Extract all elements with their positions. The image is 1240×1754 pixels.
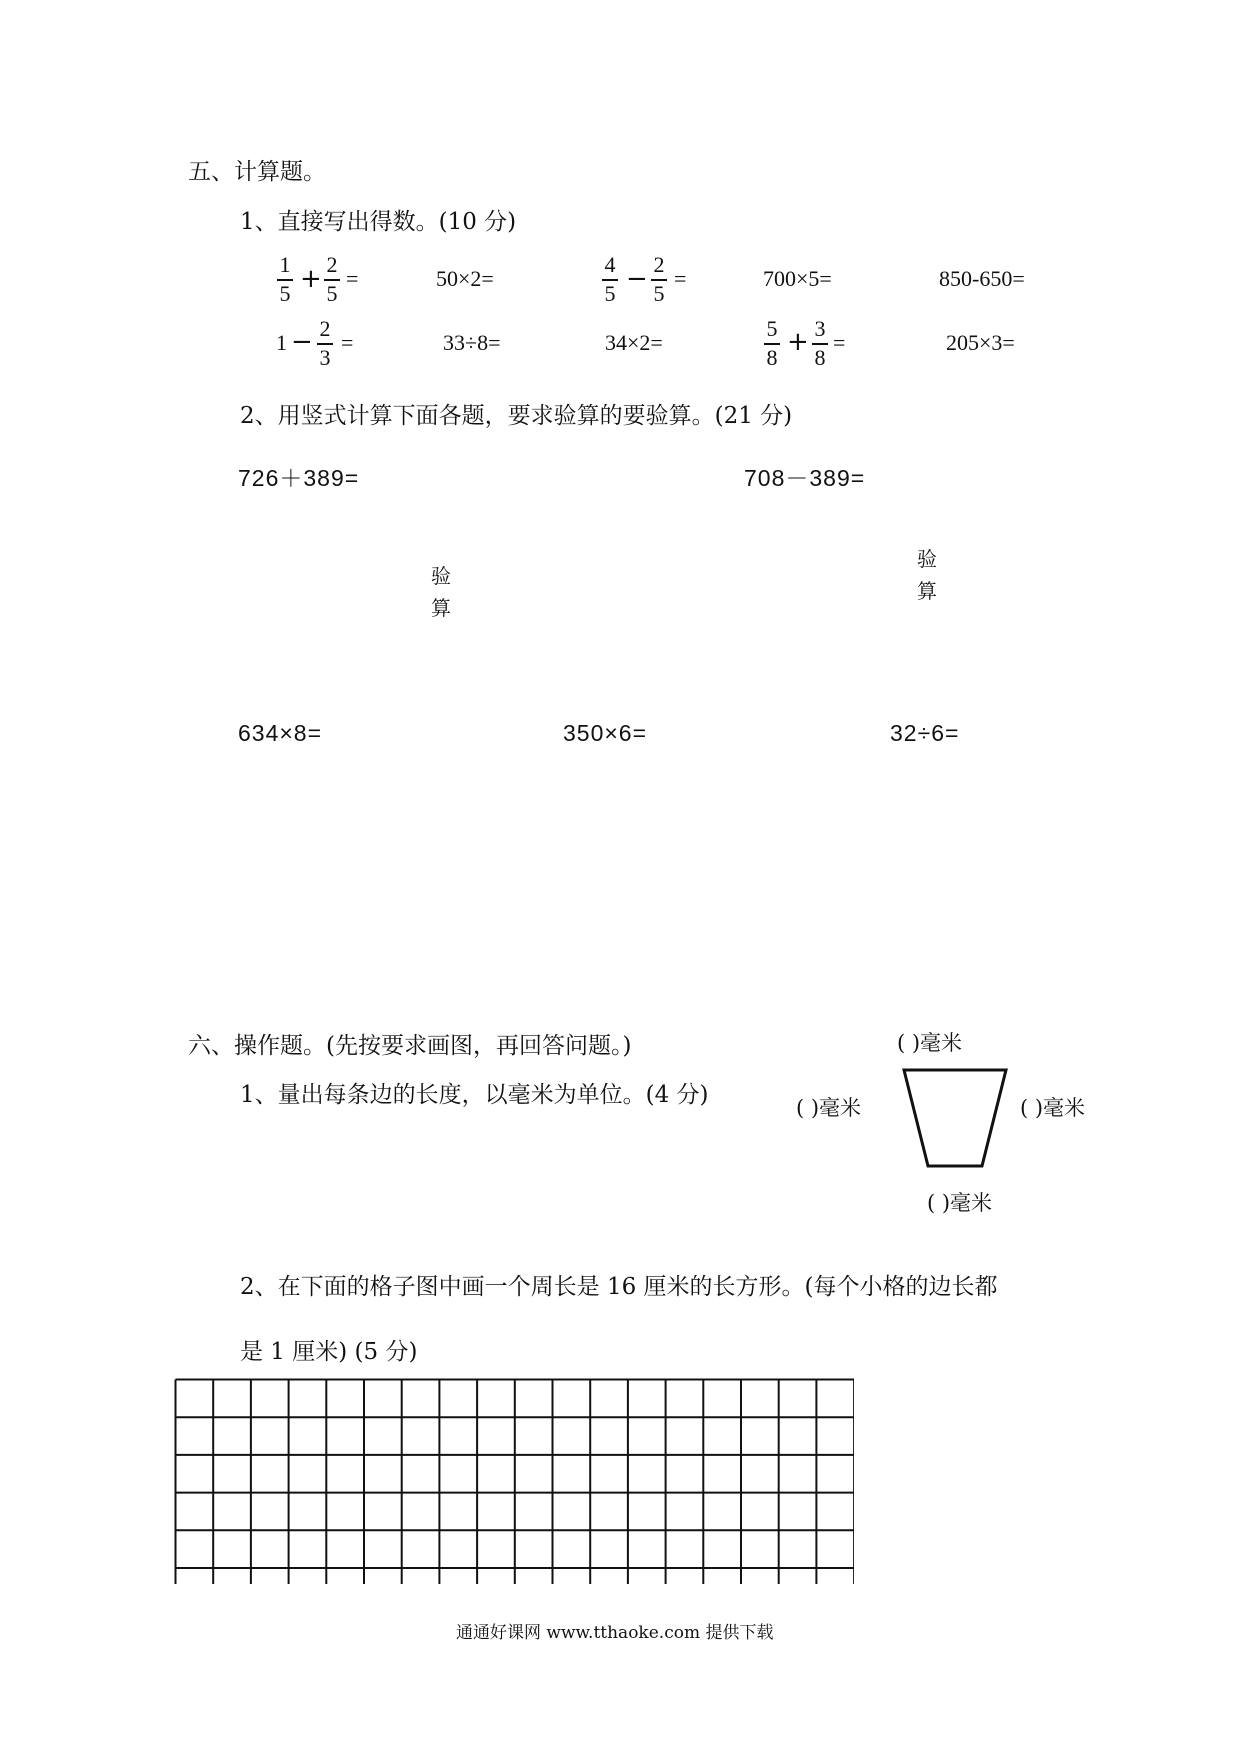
label-left-side: ( )毫米: [796, 1096, 862, 1120]
equals-sign: =: [833, 330, 846, 355]
check-label: 验: [431, 564, 451, 588]
lead-number: 1: [276, 330, 287, 355]
q2-title: 2、用竖式计算下面各题，要求验算的要验算。(21 分): [240, 403, 793, 429]
problem-708-minus-389: 708－389=: [744, 465, 866, 491]
check-label: 算: [431, 596, 451, 620]
expr-r1-d: 700×5=: [763, 266, 832, 291]
minus-sign: −: [626, 264, 648, 294]
problem-32-div-6: 32÷6=: [890, 720, 960, 746]
expr-r1-b: 50×2=: [436, 266, 494, 291]
q6-2-line1: 2、在下面的格子图中画一个周长是 16 厘米的长方形。(每个小格的边长都: [240, 1274, 998, 1300]
q6-1-title: 1、量出每条边的长度，以毫米为单位。(4 分): [240, 1082, 709, 1108]
fraction: 2 5: [650, 252, 668, 308]
label-bottom-side: ( )毫米: [927, 1191, 993, 1215]
q6-2-line2: 是 1 厘米) (5 分): [240, 1339, 418, 1365]
check-label: 验: [917, 547, 937, 571]
equals-sign: =: [346, 266, 359, 291]
fraction: 5 8: [763, 316, 781, 372]
fraction: 3 8: [811, 316, 829, 372]
equals-sign: =: [341, 330, 354, 355]
expr-r2-c: 34×2=: [605, 330, 663, 355]
problem-350-times-6: 350×6=: [563, 720, 648, 746]
problem-726-plus-389: 726＋389=: [238, 465, 360, 491]
section6-title: 六、操作题。(先按要求画图，再回答问题。): [188, 1033, 632, 1059]
plus-sign: +: [787, 327, 809, 357]
expr-r2-b: 33÷8=: [443, 330, 501, 355]
label-right-side: ( )毫米: [1020, 1096, 1086, 1120]
check-label: 算: [917, 579, 937, 603]
minus-sign: −: [291, 327, 313, 357]
footer-credit: 通通好课网 www.tthaoke.com 提供下载: [456, 1623, 774, 1643]
square-grid[interactable]: [174, 1378, 854, 1584]
problem-634-times-8: 634×8=: [238, 720, 323, 746]
fraction: 1 5: [276, 252, 294, 308]
expr-r2-e: 205×3=: [946, 330, 1015, 355]
expr-r1-e: 850-650=: [939, 266, 1025, 291]
equals-sign: =: [674, 266, 687, 291]
trapezoid-figure: [900, 1065, 1020, 1175]
plus-sign: +: [300, 264, 322, 294]
q1-title: 1、直接写出得数。(10 分): [240, 209, 517, 235]
label-top-side: ( )毫米: [897, 1031, 963, 1055]
fraction: 2 5: [323, 252, 341, 308]
fraction: 2 3: [316, 316, 334, 372]
fraction: 4 5: [601, 252, 619, 308]
section5-title: 五、计算题。: [188, 159, 326, 185]
